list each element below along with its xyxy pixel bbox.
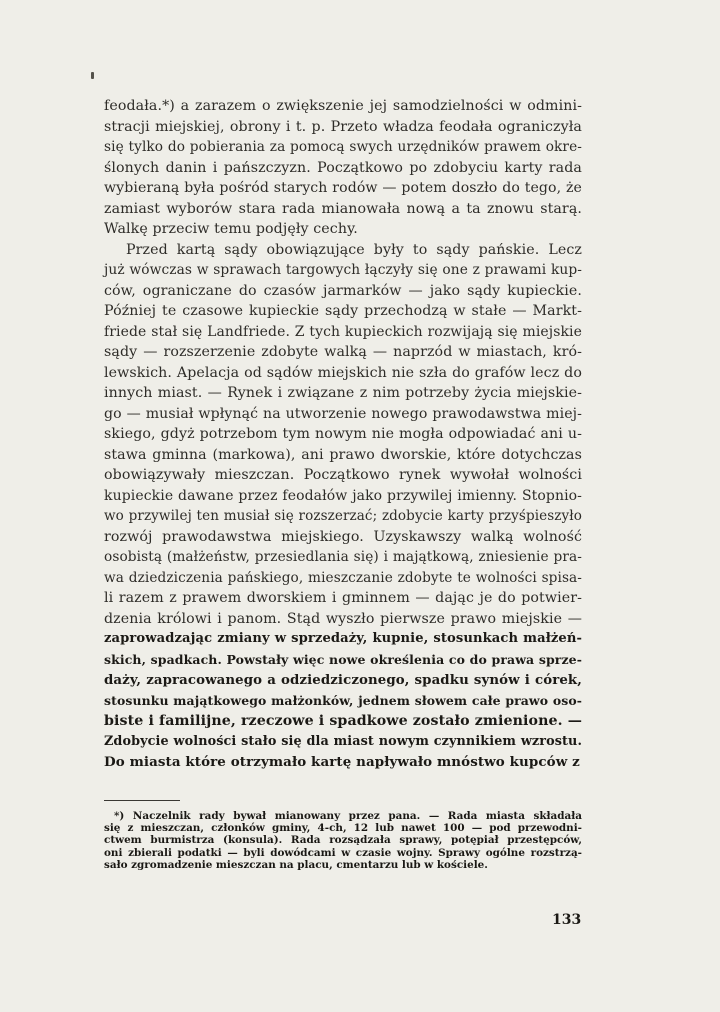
text-line: lewskich. Apelacja od sądów miejskich nie szła do grafów lecz do [104,364,582,381]
text-line: wybieraną była pośród starych rodów — potem doszło do tego, że [104,180,582,196]
text-line: Później te czasowe kupieckie sądy przechodzą w stałe — Markt- [104,303,582,319]
text-line: stawa gminna (markowa), ani prawo dworskie, które dotychczas [104,446,582,463]
text-line: już wówczas w sprawach targowych łączyły się one z prawami kup- [104,262,582,278]
text-line: wa dziedziczenia pańskiego, mieszczanie zdobyte te wolności spisa- [104,569,582,586]
text-line: Do miasta które otrzymało kartę napływało mnóstwo kupców z [104,754,580,770]
main-text [104,96,582,773]
text-line: zaprowadzając zmiany w sprzedaży, kupnie, stosunkach małżeń- [104,631,582,646]
text-line: li razem z prawem dworskiem i gminnem — dając je do potwier- [104,590,582,606]
ink-speck [91,72,94,79]
page-number: 133 [552,912,582,928]
text-line: Zdobycie wolności stało się dla miast nowym czynnikiem wzrostu. [104,733,582,749]
footnote [104,810,582,871]
text-line: Przed kartą sądy obowiązujące były to sądy pańskie. Lecz [126,241,582,258]
footnote-line: ctwem burmistrza (konsula). Rada rozsądzała sprawy, potępiał przestępców, [104,834,582,847]
text-line: osobistą (małżeństw, przesiedlania się) i majątkową, zniesienie pra- [104,549,582,565]
text-line: biste i familijne, rzeczowe i spadkowe zostało zmienione. — [104,713,582,729]
text-line: ślonych danin i pańszczyzn. Początkowo po zdobyciu karty rada [104,159,582,176]
text-line: dzenia królowi i panom. Stąd wyszło pierwsze prawo miejskie — [104,610,582,627]
footnote-line: się z mieszczan, członków gminy, 4-ch, 12 lub nawet 100 — pod przewodni- [104,822,582,835]
text-line: ców, ograniczane do czasów jarmarków — jako sądy kupieckie. [104,282,582,299]
text-line: stracji miejskiej, obrony i t. p. Przeto władza feodała ograniczyła [104,118,582,135]
text-line: rozwój prawodawstwa miejskiego. Uzyskawszy walką wolność [104,528,582,545]
text-line: wo przywilej ten musiał się rozszerzać; zdobycie karty przyśpieszyło [104,508,582,524]
text-line: friede stał się Landfriede. Z tych kupieckich rozwijają się miejskie [104,323,582,340]
text-line: Walkę przeciw temu podjęły cechy. [104,221,358,237]
text-line: obowiązywały mieszczan. Początkowo rynek wywołał wolności [104,467,582,483]
text-line: sądy — rozszerzenie zdobyte walką — naprzód w miastach, kró- [104,344,582,360]
text-line: zamiast wyborów stara rada mianowała nową a ta znowu starą. [104,200,582,217]
footnote-line: *) Naczelnik rady bywał mianowany przez pana. — Rada miasta składała [114,810,582,822]
footnote-line: oni zbierali podatki — byli dowódcami w czasie wojny. Sprawy ogólne rozstrzą- [104,846,582,859]
text-line: daży, zapracowanego a odziedziczonego, spadku synów i córek, [104,672,582,688]
text-line: stosunku majątkowego małżonków, jednem słowem całe prawo oso- [104,692,582,708]
paragraph-2 [104,240,582,773]
text-line: innych miast. — Rynek i związane z nim potrzeby życia miejskie- [104,385,582,401]
text-line: się tylko do pobierania za pomocą swych urzędników prawem okre- [104,139,582,155]
text-line: skiego, gdyż potrzebom tym nowym nie mogła odpowiadać ani u- [104,426,582,442]
text-line: kupieckie dawane przez feodałów jako przywilej imienny. Stopnio- [104,487,582,504]
paragraph-1 [104,96,582,240]
text-line: feodała.*) a zarazem o zwiększenie jej samodzielności w odmini- [104,98,582,114]
footnote-line: sało zgromadzenie mieszczan na placu, cmentarzu lub w kościele. [104,858,488,871]
text-line: skich, spadkach. Powstały więc nowe określenia co do prawa sprze- [104,651,582,667]
footnote-divider [104,800,180,801]
text-line: go — musiał wpłynąć na utworzenie nowego prawodawstwa miej- [104,405,582,422]
